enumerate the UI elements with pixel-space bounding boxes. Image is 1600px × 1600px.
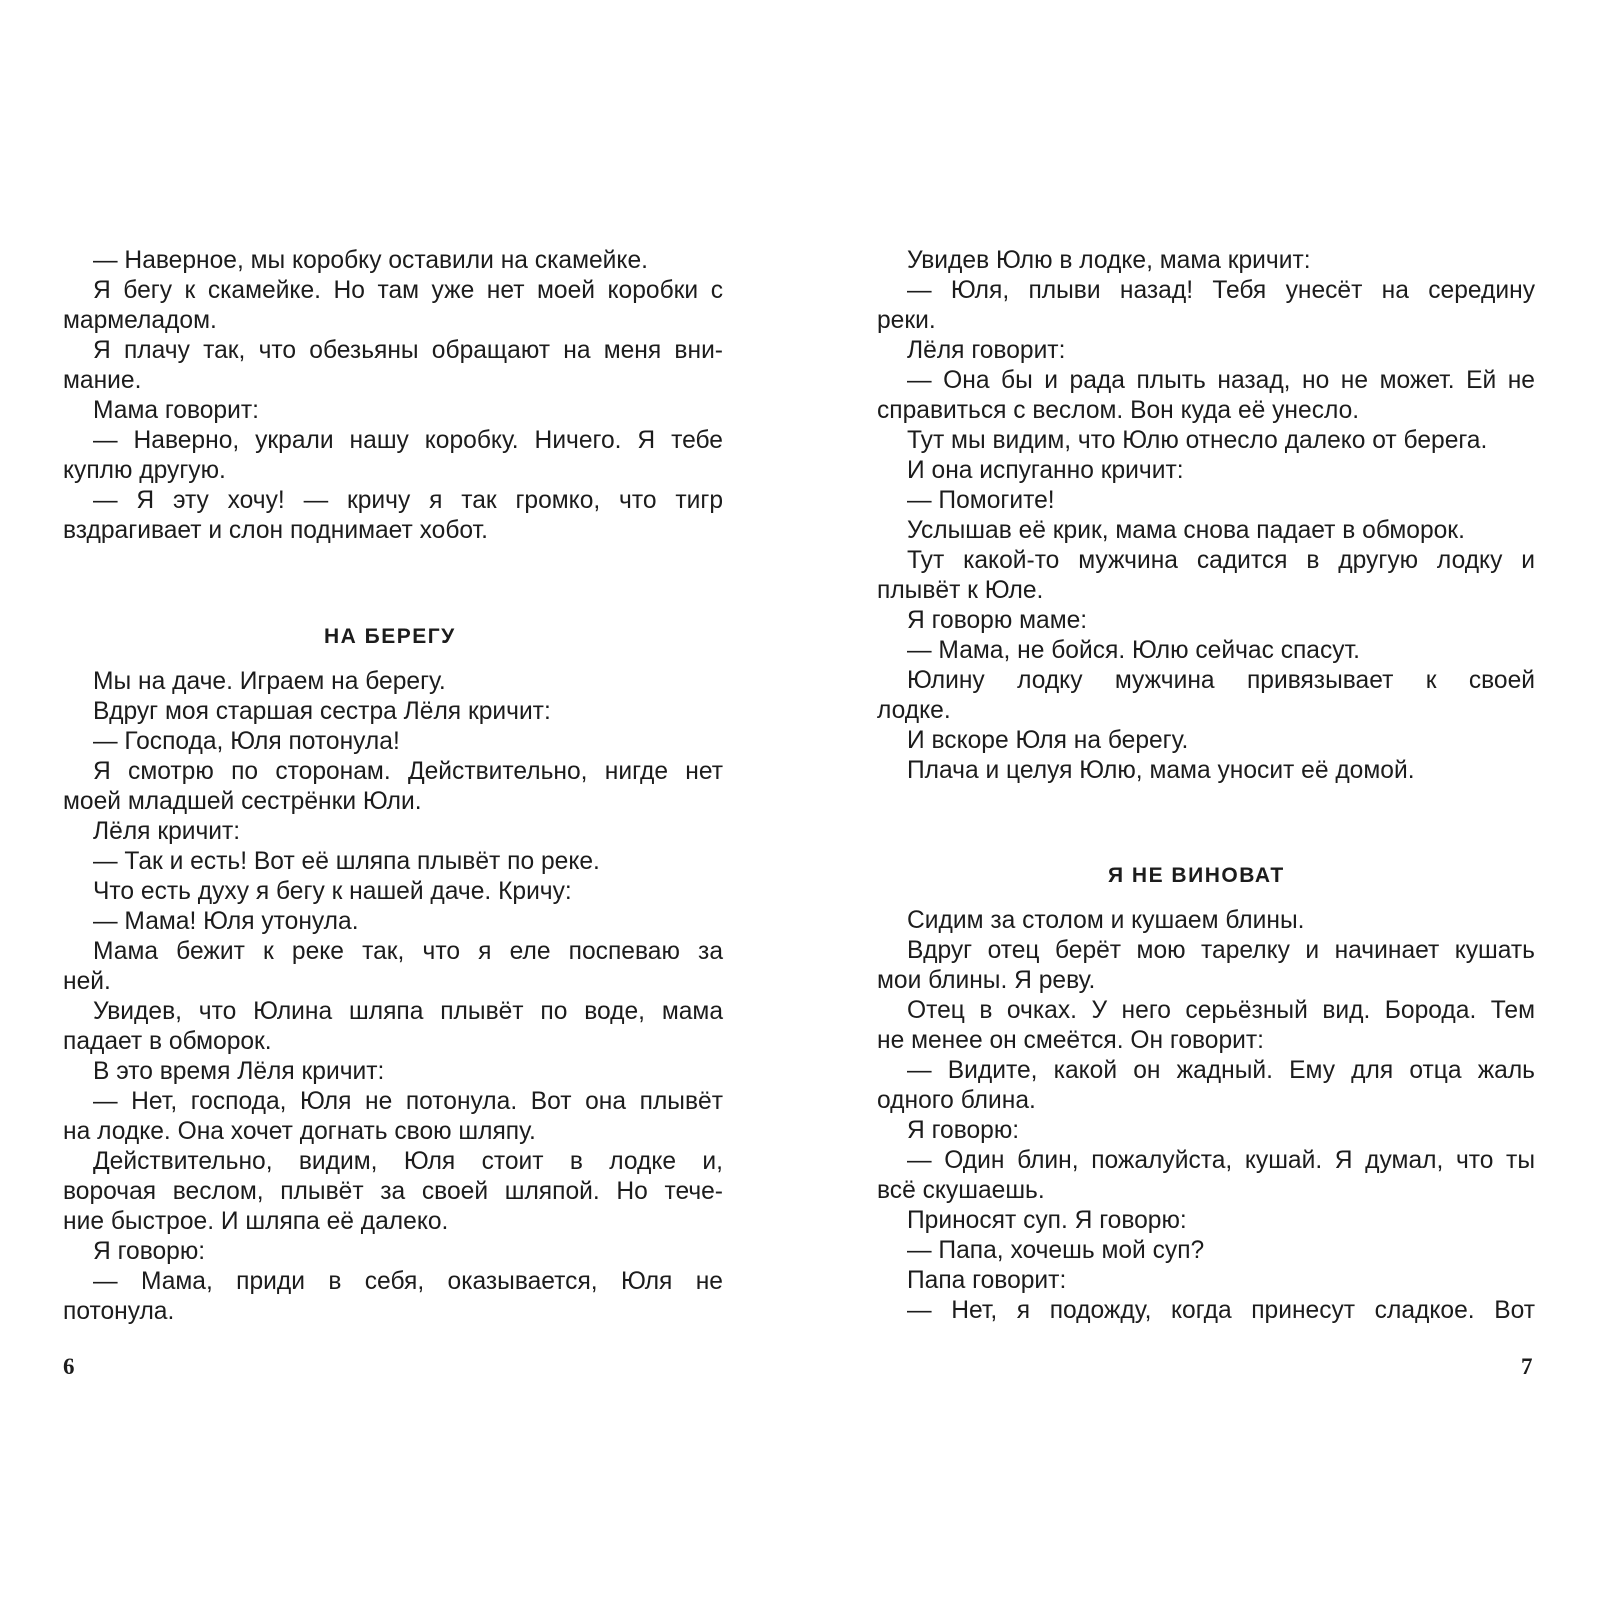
page-number-left: 6 xyxy=(63,1354,75,1379)
text-line: реки. xyxy=(877,307,936,334)
text-line: лодке. xyxy=(877,697,951,724)
text-line: Вдруг моя старшая сестра Лёля кричит: xyxy=(93,698,551,725)
text-line: Сидим за столом и кушаем блины. xyxy=(907,907,1305,934)
left-page-block2 xyxy=(63,667,723,1327)
text-line: Действительно, видим, Юля стоит в лодке и, xyxy=(93,1148,723,1175)
text-line: — Господа, Юля потонула! xyxy=(93,728,400,755)
text-line: Я бегу к скамейке. Но там уже нет моей коробки с xyxy=(93,277,723,304)
text-line: на лодке. Она хочет догнать свою шляпу. xyxy=(63,1118,536,1145)
right-page-block2 xyxy=(877,906,1535,1326)
text-line: — Помогите! xyxy=(907,487,1055,514)
text-line: Я говорю маме: xyxy=(907,607,1088,634)
text-line: куплю другую. xyxy=(63,457,226,484)
text-line: моей младшей сестрёнки Юли. xyxy=(63,788,422,815)
text-line: Лёля говорит: xyxy=(907,337,1066,364)
text-line: Мама говорит: xyxy=(93,397,259,424)
text-line: И она испуганно кричит: xyxy=(907,457,1184,484)
text-line: падает в обморок. xyxy=(63,1028,272,1055)
left-page xyxy=(63,246,723,546)
text-line: справиться с веслом. Вон куда её унесло. xyxy=(877,397,1360,424)
text-line: Я плачу так, что обезьяны обращают на меня вни- xyxy=(93,337,723,364)
text-line: — Она бы и рада плыть назад, но не может. Ей не xyxy=(907,367,1535,394)
text-line: Вдруг отец берёт мою тарелку и начинает кушать xyxy=(907,937,1535,964)
text-line: — Видите, какой он жадный. Ему для отца жаль xyxy=(907,1057,1535,1084)
text-line: одного блина. xyxy=(877,1087,1036,1114)
text-line: — Наверно, украли нашу коробку. Ничего. Я тебе xyxy=(93,427,723,454)
text-line: ворочая веслом, плывёт за своей шляпой. Но тече- xyxy=(63,1178,723,1205)
text-line: — Мама, не бойся. Юлю сейчас спасут. xyxy=(907,637,1360,664)
text-line: Увидев Юлю в лодке, мама кричит: xyxy=(907,247,1311,274)
text-line: Мы на даче. Играем на берегу. xyxy=(93,668,446,695)
text-line: — Наверное, мы коробку оставили на скамейке. xyxy=(93,247,648,274)
text-line: Плача и целуя Юлю, мама уносит её домой. xyxy=(907,757,1415,784)
text-line: не менее он смеётся. Он говорит: xyxy=(877,1027,1265,1054)
text-line: Что есть духу я бегу к нашей даче. Кричу: xyxy=(93,878,572,905)
text-line: Лёля кричит: xyxy=(93,818,241,845)
text-line: — Нет, господа, Юля не потонула. Вот она плывёт xyxy=(93,1088,723,1115)
text-line: — Юля, плыви назад! Тебя унесёт на середину xyxy=(907,277,1535,304)
text-line: Увидев, что Юлина шляпа плывёт по воде, мама xyxy=(93,998,723,1025)
text-line: — Так и есть! Вот её шляпа плывёт по реке. xyxy=(93,848,600,875)
text-line: Юлину лодку мужчина привязывает к своей xyxy=(907,667,1535,694)
text-line: В это время Лёля кричит: xyxy=(93,1058,385,1085)
right-page xyxy=(877,246,1535,786)
text-line: — Мама! Юля утонула. xyxy=(93,908,359,935)
text-line: Я говорю: xyxy=(93,1238,206,1265)
section-heading-na-beregu: НА БЕРЕГУ xyxy=(324,625,456,648)
text-line: ние быстрое. И шляпа её далеко. xyxy=(63,1208,449,1235)
section-heading-ya-ne-vinovat: Я НЕ ВИНОВАТ xyxy=(1108,864,1285,887)
text-line: вздрагивает и слон поднимает хобот. xyxy=(63,517,488,544)
text-line: мои блины. Я реву. xyxy=(877,967,1096,994)
text-line: потонула. xyxy=(63,1298,175,1325)
text-line: плывёт к Юле. xyxy=(877,577,1044,604)
text-line: Мама бежит к реке так, что я еле поспеваю за xyxy=(93,938,723,965)
text-line: — Нет, я подожду, когда принесут сладкое. Вот xyxy=(907,1297,1535,1324)
text-line: — Мама, приди в себя, оказывается, Юля не xyxy=(93,1268,723,1295)
text-line: Тут мы видим, что Юлю отнесло далеко от берега. xyxy=(907,427,1488,454)
text-line: Я смотрю по сторонам. Действительно, нигде нет xyxy=(93,758,723,785)
page-number-right: 7 xyxy=(1521,1354,1533,1379)
text-line: Папа говорит: xyxy=(907,1267,1067,1294)
text-line: мание. xyxy=(63,367,142,394)
text-line: Я говорю: xyxy=(907,1117,1020,1144)
text-line: — Один блин, пожалуйста, кушай. Я думал, что ты xyxy=(907,1147,1535,1174)
text-line: ней. xyxy=(63,968,111,995)
text-line: Приносят суп. Я говорю: xyxy=(907,1207,1187,1234)
text-line: — Папа, хочешь мой суп? xyxy=(907,1237,1205,1264)
text-line: мармеладом. xyxy=(63,307,217,334)
text-line: — Я эту хочу! — кричу я так громко, что тигр xyxy=(93,487,723,514)
text-line: всё скушаешь. xyxy=(877,1177,1045,1204)
text-line: Отец в очках. У него серьёзный вид. Борода. Тем xyxy=(907,997,1535,1024)
text-line: Тут какой-то мужчина садится в другую лодку и xyxy=(907,547,1535,574)
text-line: И вскоре Юля на берегу. xyxy=(907,727,1189,754)
text-line: Услышав её крик, мама снова падает в обморок. xyxy=(907,517,1465,544)
